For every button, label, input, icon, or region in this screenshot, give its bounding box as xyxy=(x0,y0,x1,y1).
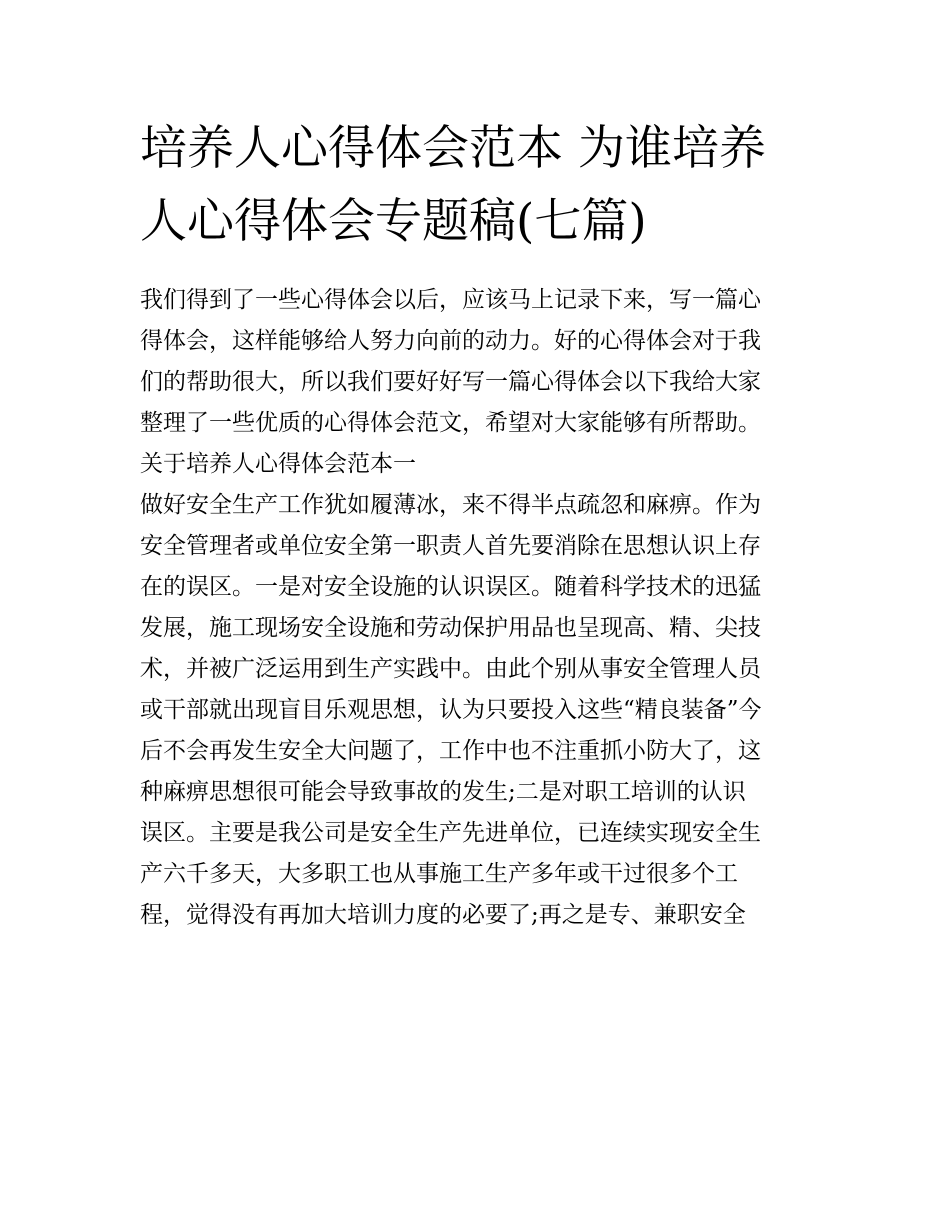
document-body xyxy=(140,280,830,936)
body-line: 后不会再发生安全大问题了，工作中也不注重抓小防大了，这 xyxy=(140,738,761,764)
title-line: 培养人心得体会范本 为谁培养 xyxy=(140,121,766,176)
body-line: 发展，施工现场安全设施和劳动保护用品也呈现高、精、尖技 xyxy=(140,615,761,641)
intro-line: 得体会，这样能够给人努力向前的动力。好的心得体会对于我 xyxy=(140,328,761,354)
document-title xyxy=(140,112,820,258)
body-line: 在的误区。一是对安全设施的认识误区。随着科学技术的迅猛 xyxy=(140,574,761,600)
body-line: 或干部就出现盲目乐观思想，认为只要投入这些“精良装备”今 xyxy=(140,697,762,723)
intro-line: 我们得到了一些心得体会以后，应该马上记录下来，写一篇心 xyxy=(140,287,761,313)
body-line: 术，并被广泛运用到生产实践中。由此个别从事安全管理人员 xyxy=(140,656,761,682)
intro-line: 们的帮助很大，所以我们要好好写一篇心得体会以下我给大家 xyxy=(140,369,761,395)
intro-line: 整理了一些优质的心得体会范文，希望对大家能够有所帮助。 xyxy=(140,410,761,436)
body-line: 安全管理者或单位安全第一职责人首先要消除在思想认识上存 xyxy=(140,533,761,559)
body-line: 产六千多天，大多职工也从事施工生产多年或干过很多个工 xyxy=(140,861,738,887)
body-line: 种麻痹思想很可能会导致事故的发生;二是对职工培训的认识 xyxy=(140,779,746,805)
section-heading: 关于培养人心得体会范本一 xyxy=(140,451,416,477)
title-line: 人心得体会专题稿(七篇) xyxy=(140,194,647,249)
body-line: 程，觉得没有再加大培训力度的必要了;再之是专、兼职安全 xyxy=(140,902,746,928)
body-line: 误区。主要是我公司是安全生产先进单位，已连续实现安全生 xyxy=(140,820,761,846)
body-line: 做好安全生产工作犹如履薄冰，来不得半点疏忽和麻痹。作为 xyxy=(140,492,761,518)
